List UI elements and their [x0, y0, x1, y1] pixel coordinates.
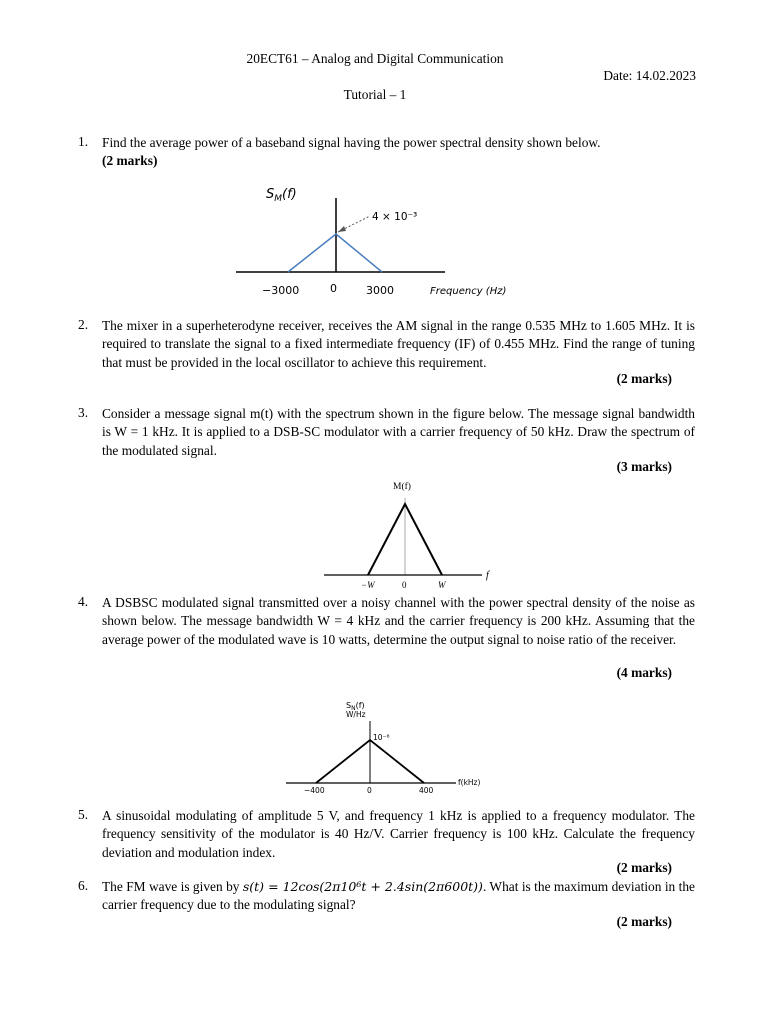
figure-1-peak-label: 4 × 10⁻³	[372, 211, 418, 223]
question-5-marks: (2 marks)	[616, 860, 672, 875]
question-6-text-before: The FM wave is given by	[102, 879, 243, 894]
question-4-marks: (4 marks)	[616, 665, 672, 680]
figure-1-psd	[230, 176, 520, 300]
figure-1-tick-zero: 0	[330, 282, 337, 295]
figure-4-tick-pos: 400	[419, 786, 434, 795]
figure-4-noise-psd	[280, 697, 480, 799]
question-1-text	[102, 134, 695, 171]
figure-4-y-label: $S_N(f)$	[346, 701, 365, 712]
question-5-text: A sinusoidal modulating of amplitude 5 V, and frequency 1 kHz is applied to a frequency modulator. The frequency sensitivity of the modulator is 40 Hz/V. Carrier frequency is 100 kHz. Calculate the frequency deviation and modulation index.	[102, 808, 695, 860]
figure-1-x-label: Frequency (Hz)	[430, 286, 507, 297]
figure-3-spectrum	[318, 476, 500, 594]
figure-1-tick-neg: −3000	[262, 284, 300, 297]
question-5-number: 5.	[78, 807, 89, 822]
question-2-marks: (2 marks)	[616, 371, 672, 386]
figure-3-x-label: f	[486, 570, 489, 581]
figure-1-tick-pos: 3000	[366, 284, 394, 297]
tutorial-title: Tutorial – 1	[343, 87, 407, 102]
question-2-text: The mixer in a superheterodyne receiver, receives the AM signal in the range 0.535 MHz to 1.605 MHz. It is required to translate the signal to a fixed intermediate frequency (IF) of 0.455 MHz. Find the range of tuning that must be provided in the local oscillator to achieve this requirement.	[102, 318, 695, 370]
question-6-marks: (2 marks)	[616, 914, 672, 929]
question-3-text: Consider a message signal m(t) with the spectrum shown in the figure below. The message signal bandwidth is W = 1 kHz. It is applied to a DSB-SC modulator with a carrier frequency of 50 kHz. Draw the spectrum of the modulated signal.	[102, 406, 695, 458]
course-title: 20ECT61 – Analog and Digital Communication	[246, 51, 504, 66]
figure-1-y-label: $S_M(f)$	[266, 187, 297, 204]
question-3-marks: (3 marks)	[616, 459, 672, 474]
date: Date: 14.02.2023	[603, 68, 696, 83]
figure-3-tick-neg: −W	[361, 580, 375, 590]
question-1-number: 1.	[78, 134, 89, 149]
figure-3-tick-pos: W	[438, 580, 446, 590]
figure-4-y-unit: W/Hz	[346, 710, 366, 719]
question-1-marks: (2 marks)	[102, 153, 158, 169]
figure-3-tick-zero: 0	[402, 580, 407, 590]
figure-4-tick-zero: 0	[367, 786, 372, 795]
figure-1-triangle	[288, 234, 382, 272]
question-3-number: 3.	[78, 405, 89, 420]
question-6-equation: s(t) = 12cos(2π10⁶t + 2.4sin(2π600t))	[242, 879, 483, 894]
question-6-text	[102, 878, 695, 915]
figure-4-tick-neg: −400	[304, 786, 325, 795]
question-4-number: 4.	[78, 594, 89, 609]
figure-4-peak-label: 10⁻⁶	[373, 733, 390, 742]
question-4-text: A DSBSC modulated signal transmitted over a noisy channel with the power spectral density of the noise as shown below. The message bandwidth W = 4 kHz and the carrier frequency is 200 kHz. Assuming that the average power of the modulated wave is 10 watts, determine the output signal to noise ratio of the receiver.	[102, 595, 695, 647]
figure-4-x-label: f(kHz)	[458, 778, 480, 787]
question-2-number: 2.	[78, 317, 89, 332]
question-1-body: Find the average power of a baseband signal having the power spectral density shown below.	[102, 135, 601, 150]
question-6-number: 6.	[78, 878, 89, 893]
figure-3-y-label: M(f)	[393, 482, 411, 492]
question-6-text-after: . What is the maximum deviation in the carrier frequency due to the modulating signal?	[102, 879, 695, 913]
figure-1-arrowhead	[338, 226, 346, 232]
